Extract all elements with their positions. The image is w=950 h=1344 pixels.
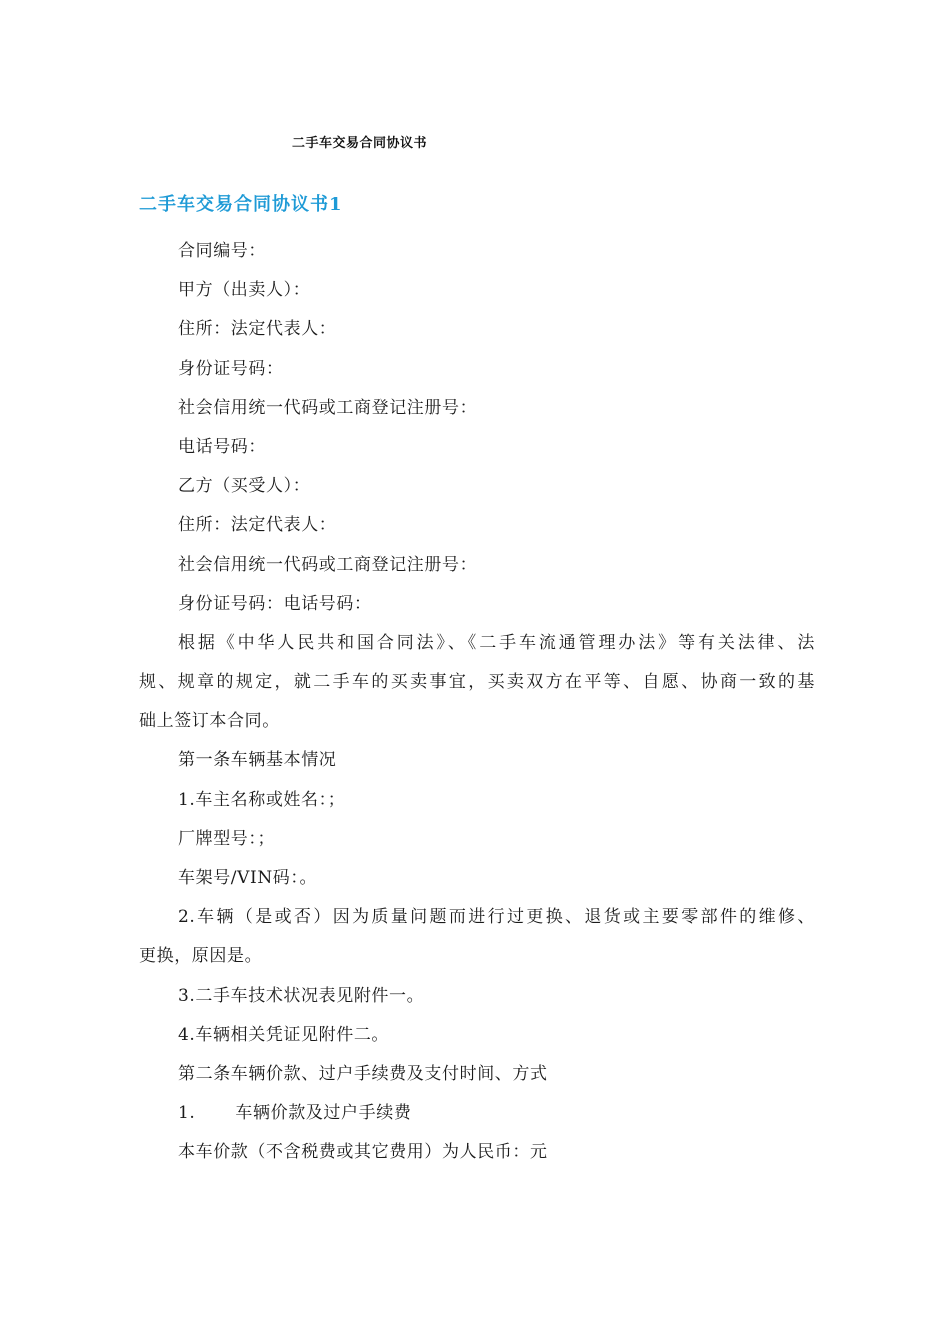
article-2-heading: 第二条车辆价款、过户手续费及支付时间、方式: [178, 1063, 548, 1084]
price-line: 本车价款（不含税费或其它费用）为人民币：元: [178, 1142, 548, 1163]
party-a-phone-line: 电话号码：: [178, 436, 266, 457]
contract-number-line: 合同编号：: [178, 241, 266, 261]
item-4-line: 4.车辆相关凭证见附件二。: [178, 1024, 390, 1045]
preamble-line-3: 础上签订本合同。: [139, 711, 280, 732]
sub-item-1-line: [139, 1094, 815, 1133]
item-3-line: 3.二手车技术状况表见附件一。: [178, 985, 425, 1006]
party-b-credit-code-line: 社会信用统一代码或工商登记注册号：: [178, 554, 478, 575]
item-2-line-1: 2.车辆（是或否）因为质量问题而进行过更换、退货或主要零部件的维修、: [178, 907, 815, 928]
party-b-id-phone-line: 身份证号码：电话号码：: [178, 593, 372, 614]
party-b-address-line: 住所：法定代表人：: [178, 515, 337, 536]
sub-item-1-text: 车辆价款及过户手续费: [235, 1103, 412, 1124]
party-a-address-line: 住所：法定代表人：: [178, 319, 337, 340]
sub-item-1-number: 1.: [178, 1103, 196, 1124]
party-a-credit-code-line: 社会信用统一代码或工商登记注册号：: [178, 397, 478, 418]
item-2-line-2: 更换，原因是。: [139, 946, 263, 967]
article-1-heading: 第一条车辆基本情况: [178, 750, 337, 771]
preamble-line-1: 根据《中华人民共和国合同法》、《二手车流通管理办法》等有关法律、法: [178, 632, 815, 653]
party-a-line: 甲方（出卖人）：: [178, 280, 311, 301]
document-title: 二手车交易合同协议书: [292, 136, 428, 151]
party-a-id-line: 身份证号码：: [178, 358, 284, 379]
vin-line: 车架号/VIN码：。: [178, 868, 318, 888]
party-b-line: 乙方（买受人）：: [178, 476, 311, 497]
item-1-line: 1.车主名称或姓名：；: [178, 789, 346, 810]
brand-model-line: 厂牌型号：；: [178, 828, 276, 849]
preamble-line-2: 规、规章的规定，就二手车的买卖事宜，买卖双方在平等、自愿、协商一致的基: [139, 672, 815, 693]
section-heading: 二手车交易合同协议书1: [139, 194, 343, 215]
document-body: [139, 232, 815, 1173]
